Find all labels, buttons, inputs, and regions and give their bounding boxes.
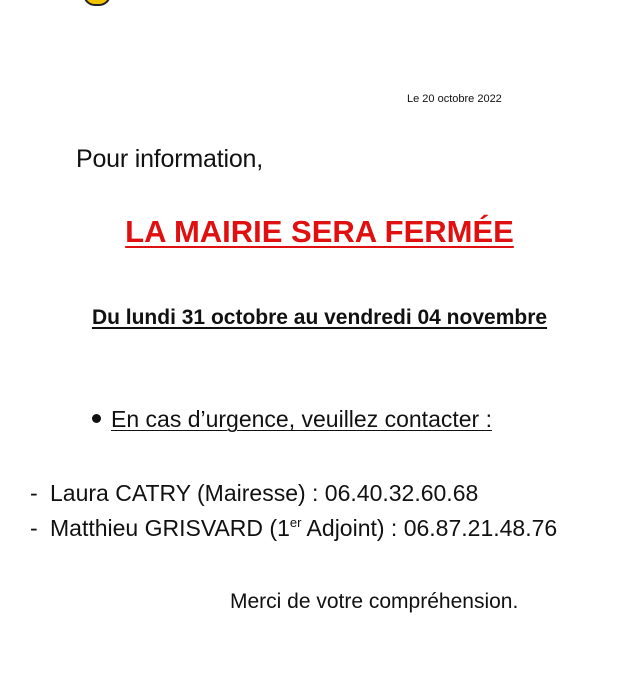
urgence-text: En cas d’urgence, veuillez contacter : [111, 406, 492, 432]
contact-text-before: Matthieu GRISVARD (1 [50, 515, 290, 541]
contact-text: Laura CATRY (Mairesse) : 06.40.32.60.68 [50, 480, 479, 506]
intro-text: Pour information, [76, 145, 263, 173]
urgence-line [92, 406, 492, 433]
bullet-icon [92, 414, 101, 423]
closure-headline: LA MAIRIE SERA FERMÉE [125, 214, 514, 249]
document-date: Le 20 octobre 2022 [407, 93, 502, 105]
logo-fragment [83, 0, 111, 6]
ordinal-superscript: er [289, 515, 302, 530]
closure-period: Du lundi 31 octobre au vendredi 04 novembre [91, 306, 548, 329]
contact-item-mairesse [30, 476, 557, 511]
contact-text-after: Adjoint) : 06.87.21.48.76 [301, 515, 558, 541]
list-dash: - [30, 480, 38, 506]
contact-list [30, 476, 557, 546]
thanks-text: Merci de votre compréhension. [230, 590, 519, 613]
list-dash: - [30, 515, 38, 541]
contact-item-adjoint [30, 511, 557, 546]
